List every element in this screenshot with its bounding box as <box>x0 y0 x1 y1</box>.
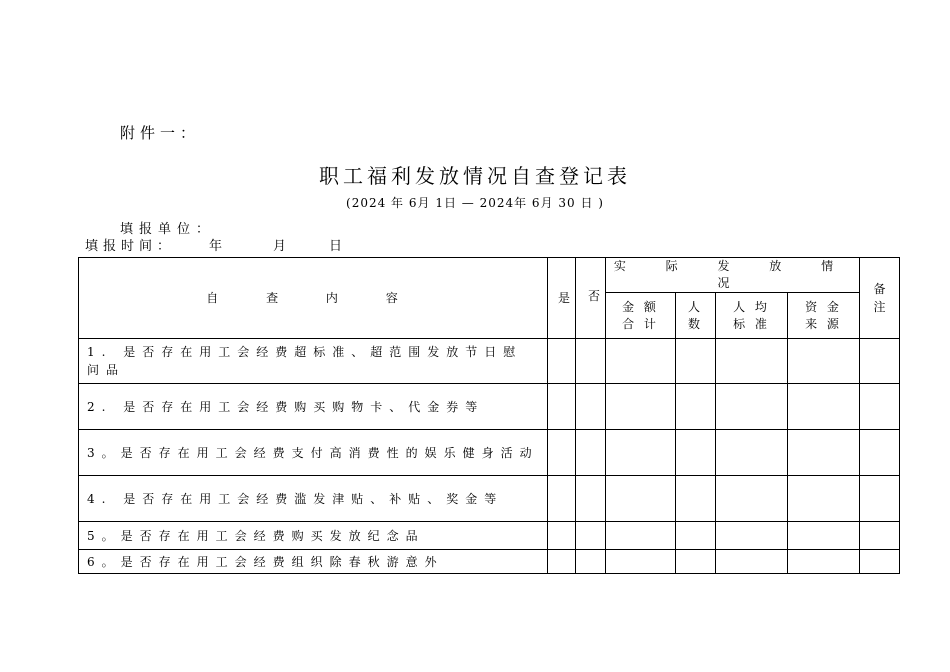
fill-time-year: 年 <box>209 239 228 254</box>
self-check-table <box>78 257 900 574</box>
header-per-capita <box>716 293 788 339</box>
table-row <box>79 339 900 384</box>
cell-remark[interactable] <box>860 522 900 550</box>
cell-yes[interactable] <box>548 339 576 384</box>
row-item-3: 3。是否存在用工会经费支付高消费性的娱乐健身活动 <box>79 430 548 476</box>
header-amount <box>606 293 676 339</box>
cell-per-capita[interactable] <box>716 522 788 550</box>
fill-time-month: 月 <box>273 239 292 254</box>
cell-remark[interactable] <box>860 550 900 574</box>
cell-people[interactable] <box>676 430 716 476</box>
header-remark-1: 备 <box>873 282 886 296</box>
row-item-5: 5。是否存在用工会经费购买发放纪念品 <box>79 522 548 550</box>
header-source-1: 资 金 <box>805 299 842 314</box>
header-amount-2: 合 计 <box>622 316 659 331</box>
cell-per-capita[interactable] <box>716 430 788 476</box>
table-row <box>79 476 900 522</box>
header-people <box>676 293 716 339</box>
fill-time-day: 日 <box>329 239 348 254</box>
header-people-1: 人 <box>687 299 703 314</box>
cell-source[interactable] <box>788 430 860 476</box>
cell-people[interactable] <box>676 339 716 384</box>
row-item-1: 1. 是否存在用工会经费超标准、超范围发放节日慰问品 <box>79 339 548 384</box>
cell-per-capita[interactable] <box>716 384 788 430</box>
cell-remark[interactable] <box>860 430 900 476</box>
cell-people[interactable] <box>676 476 716 522</box>
cell-source[interactable] <box>788 476 860 522</box>
cell-no[interactable] <box>576 476 606 522</box>
cell-amount[interactable] <box>606 430 676 476</box>
cell-per-capita[interactable] <box>716 339 788 384</box>
header-content: 自 查 内 容 <box>79 258 548 339</box>
header-source <box>788 293 860 339</box>
cell-people[interactable] <box>676 550 716 574</box>
table-row <box>79 430 900 476</box>
cell-yes[interactable] <box>548 476 576 522</box>
cell-no[interactable] <box>576 384 606 430</box>
table-row <box>79 522 900 550</box>
cell-amount[interactable] <box>606 476 676 522</box>
row-item-4: 4. 是否存在用工会经费滥发津贴、补贴、奖金等 <box>79 476 548 522</box>
row-item-6: 6。是否存在用工会经费组织除春秋游意外 <box>79 550 548 574</box>
cell-remark[interactable] <box>860 384 900 430</box>
header-people-2: 数 <box>687 316 703 331</box>
cell-no[interactable] <box>576 430 606 476</box>
header-remark-2: 注 <box>873 300 886 314</box>
table-row <box>79 550 900 574</box>
cell-yes[interactable] <box>548 522 576 550</box>
cell-per-capita[interactable] <box>716 550 788 574</box>
cell-amount[interactable] <box>606 384 676 430</box>
cell-yes[interactable] <box>548 384 576 430</box>
header-actual: 实 际 发 放 情 况 <box>606 258 860 293</box>
cell-source[interactable] <box>788 550 860 574</box>
table-row <box>79 384 900 430</box>
cell-remark[interactable] <box>860 476 900 522</box>
cell-source[interactable] <box>788 522 860 550</box>
fill-time-label: 填报时间： <box>85 239 176 254</box>
cell-yes[interactable] <box>548 550 576 574</box>
period-range: (2024 年 6月 1日 — 2024年 6月 30 日 ) <box>346 196 604 210</box>
header-no: 否 <box>576 258 606 339</box>
fill-time-row <box>85 235 347 254</box>
cell-source[interactable] <box>788 384 860 430</box>
page-title: 职工福利发放情况自查登记表 <box>319 164 631 188</box>
fill-unit-label: 填报单位： <box>120 222 216 237</box>
cell-amount[interactable] <box>606 339 676 384</box>
header-source-2: 来 源 <box>805 316 842 331</box>
header-per-capita-1: 人 均 <box>733 299 770 314</box>
cell-no[interactable] <box>576 339 606 384</box>
header-per-capita-2: 标 准 <box>733 316 770 331</box>
header-remark <box>860 258 900 339</box>
cell-no[interactable] <box>576 550 606 574</box>
header-amount-1: 金 额 <box>622 299 659 314</box>
cell-source[interactable] <box>788 339 860 384</box>
cell-people[interactable] <box>676 522 716 550</box>
attachment-label: 附件一： <box>120 124 201 142</box>
cell-remark[interactable] <box>860 339 900 384</box>
header-yes: 是 <box>548 258 576 339</box>
cell-amount[interactable] <box>606 550 676 574</box>
cell-amount[interactable] <box>606 522 676 550</box>
cell-per-capita[interactable] <box>716 476 788 522</box>
cell-people[interactable] <box>676 384 716 430</box>
cell-yes[interactable] <box>548 430 576 476</box>
cell-no[interactable] <box>576 522 606 550</box>
row-item-2: 2. 是否存在用工会经费购买购物卡、代金券等 <box>79 384 548 430</box>
